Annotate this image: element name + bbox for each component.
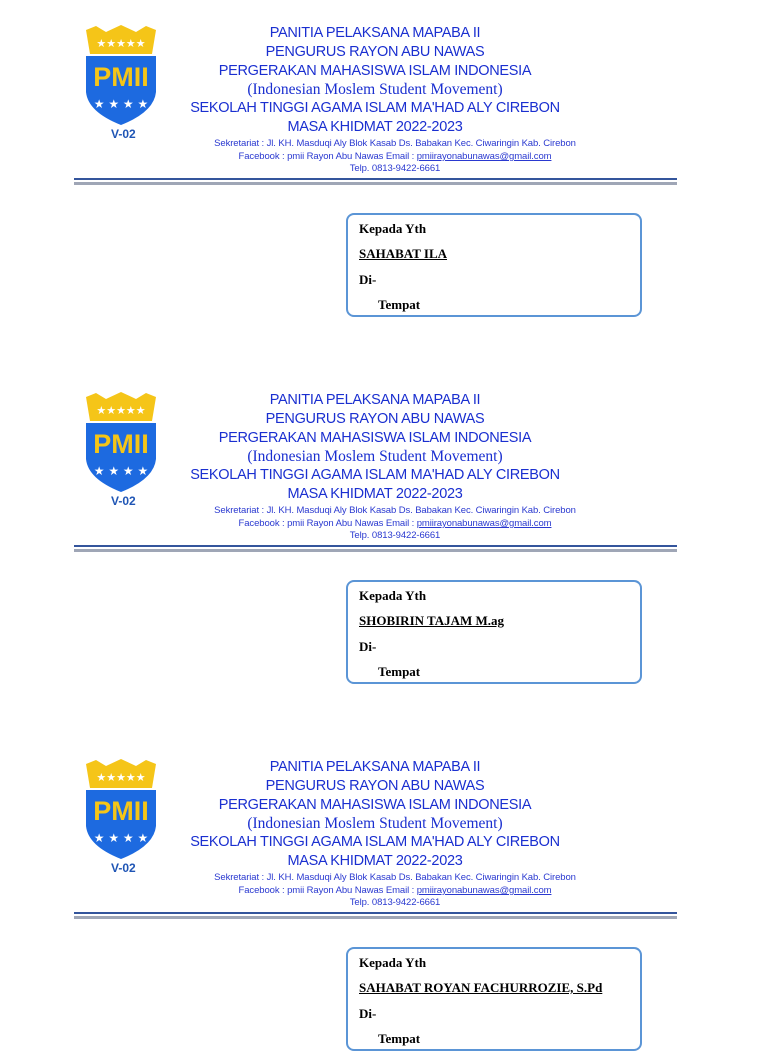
contact-line	[188, 518, 602, 530]
document-code: V-02	[111, 861, 136, 875]
envelope-label-2	[0, 367, 768, 734]
svg-text:★ ★ ★ ★: ★ ★ ★ ★	[93, 464, 149, 478]
phone: Telp. 0813-9422-6661	[349, 530, 441, 541]
institution-name: SEKOLAH TINGGI AGAMA ISLAM MA'HAD ALY CIREBON	[190, 467, 560, 483]
address-box	[346, 580, 642, 684]
email-link[interactable]: pmiirayonabunawas@gmail.com	[416, 151, 552, 162]
letterhead-title	[170, 391, 580, 504]
organization-english: (Indonesian Moslem Student Movement)	[247, 815, 503, 832]
document-code: V-02	[111, 127, 136, 141]
pmii-logo-icon	[82, 24, 160, 126]
header-rule	[74, 545, 677, 547]
logo-text: PMII	[93, 62, 149, 92]
period: MASA KHIDMAT 2022-2023	[287, 853, 463, 869]
institution-name: SEKOLAH TINGGI AGAMA ISLAM MA'HAD ALY CIREBON	[190, 834, 560, 850]
email-link[interactable]: pmiirayonabunawas@gmail.com	[416, 518, 552, 529]
rayon-name: PENGURUS RAYON ABU NAWAS	[265, 44, 485, 60]
committee-name: PANITIA PELAKSANA MAPABA II	[269, 759, 481, 775]
rayon-name: PENGURUS RAYON ABU NAWAS	[265, 411, 485, 427]
letterhead-title	[170, 758, 580, 871]
committee-name: PANITIA PELAKSANA MAPABA II	[269, 25, 481, 41]
envelope-label-3	[0, 734, 768, 1046]
address-box	[346, 213, 642, 317]
letterhead-title	[170, 24, 580, 137]
address: Sekretariat : Jl. KH. Masduqi Aly Blok Kasab Ds. Babakan Kec. Ciwaringin Kab. Cirebon	[214, 138, 576, 149]
phone: Telp. 0813-9422-6661	[349, 897, 441, 908]
header-rule-shadow	[74, 916, 677, 919]
committee-name: PANITIA PELAKSANA MAPABA II	[269, 392, 481, 408]
header-rule	[74, 178, 677, 180]
di-label: Di-	[359, 272, 377, 287]
greeting: Kepada Yth	[359, 955, 427, 970]
address: Sekretariat : Jl. KH. Masduqi Aly Blok Kasab Ds. Babakan Kec. Ciwaringin Kab. Cirebon	[214, 872, 576, 883]
period: MASA KHIDMAT 2022-2023	[287, 119, 463, 135]
address: Sekretariat : Jl. KH. Masduqi Aly Blok Kasab Ds. Babakan Kec. Ciwaringin Kab. Cirebon	[214, 505, 576, 516]
recipient-name: SAHABAT ILA	[359, 246, 448, 261]
contact-prefix: Facebook : pmii Rayon Abu Nawas Email :	[238, 518, 417, 529]
envelope-label-1	[0, 0, 768, 367]
di-label: Di-	[359, 639, 377, 654]
institution-name: SEKOLAH TINGGI AGAMA ISLAM MA'HAD ALY CIREBON	[190, 100, 560, 116]
greeting: Kepada Yth	[359, 221, 427, 236]
recipient-name: SAHABAT ROYAN FACHURROZIE, S.Pd	[359, 980, 603, 995]
greeting: Kepada Yth	[359, 588, 427, 603]
document-code: V-02	[111, 494, 136, 508]
contact-line	[188, 885, 602, 897]
logo-text: PMII	[93, 796, 149, 826]
header-rule	[74, 912, 677, 914]
pmii-logo-icon	[82, 391, 160, 493]
header-rule-shadow	[74, 182, 677, 185]
svg-text:★★★★★: ★★★★★	[96, 37, 146, 50]
organization-name: PERGERAKAN MAHASISWA ISLAM INDONESIA	[218, 797, 532, 813]
contact-prefix: Facebook : pmii Rayon Abu Nawas Email :	[238, 885, 417, 896]
organization-english: (Indonesian Moslem Student Movement)	[247, 81, 503, 98]
svg-text:★ ★ ★ ★: ★ ★ ★ ★	[93, 97, 149, 111]
svg-text:★★★★★: ★★★★★	[96, 404, 146, 417]
header-rule-shadow	[74, 549, 677, 552]
recipient-name: SHOBIRIN TAJAM M.ag	[359, 613, 505, 628]
period: MASA KHIDMAT 2022-2023	[287, 486, 463, 502]
email-link[interactable]: pmiirayonabunawas@gmail.com	[416, 885, 552, 896]
phone: Telp. 0813-9422-6661	[349, 163, 441, 174]
place-label: Tempat	[378, 664, 421, 679]
svg-text:★ ★ ★ ★: ★ ★ ★ ★	[93, 831, 149, 845]
pmii-logo-icon	[82, 758, 160, 860]
svg-text:★★★★★: ★★★★★	[96, 771, 146, 784]
address-box	[346, 947, 642, 1051]
rayon-name: PENGURUS RAYON ABU NAWAS	[265, 778, 485, 794]
organization-name: PERGERAKAN MAHASISWA ISLAM INDONESIA	[218, 63, 532, 79]
contact-line	[188, 151, 602, 163]
di-label: Di-	[359, 1006, 377, 1021]
place-label: Tempat	[378, 297, 421, 312]
organization-english: (Indonesian Moslem Student Movement)	[247, 448, 503, 465]
contact-prefix: Facebook : pmii Rayon Abu Nawas Email :	[238, 151, 417, 162]
organization-name: PERGERAKAN MAHASISWA ISLAM INDONESIA	[218, 430, 532, 446]
place-label: Tempat	[378, 1031, 421, 1046]
logo-text: PMII	[93, 429, 149, 459]
